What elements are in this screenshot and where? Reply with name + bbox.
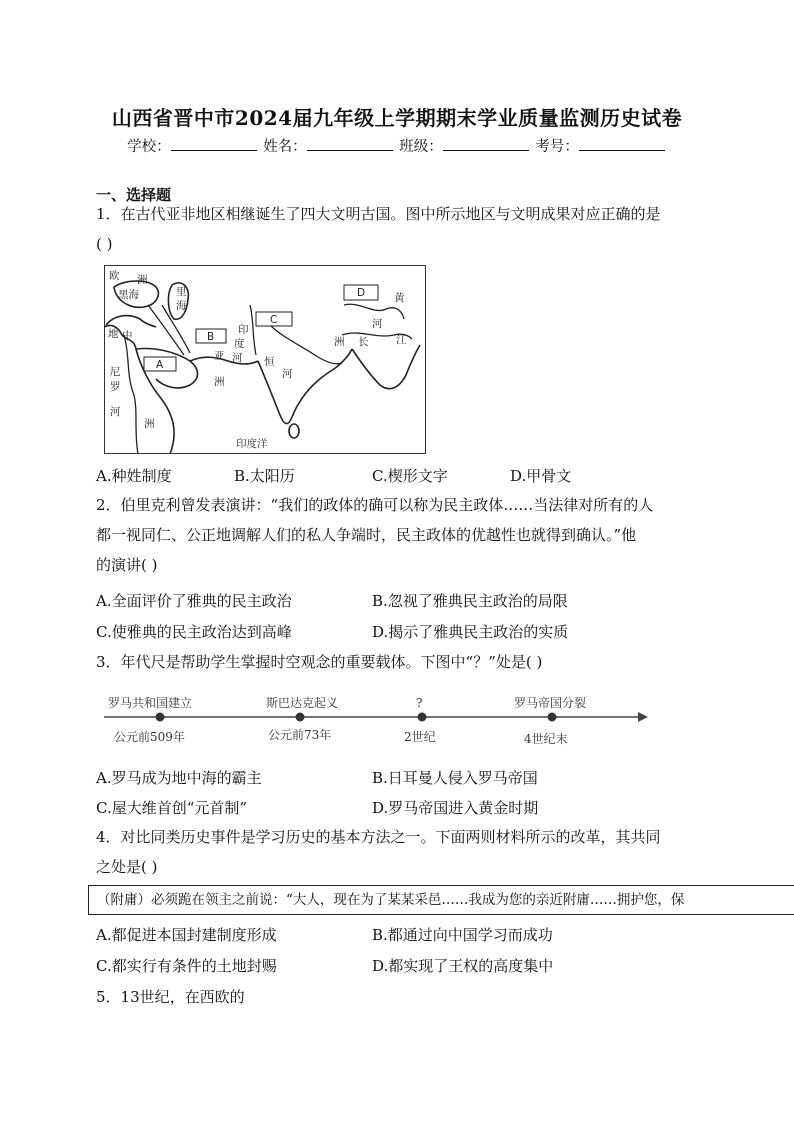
- map-label-indus-3: 河: [232, 352, 243, 364]
- timeline-date-4: 4世纪末: [524, 732, 568, 746]
- question-2: [96, 490, 706, 580]
- map-label-d: D: [357, 287, 366, 299]
- question-4: [96, 822, 706, 882]
- map-label-med-1: 地: [108, 328, 119, 340]
- map-label-med-2: 中: [122, 330, 133, 342]
- map-label-yellow-2: 河: [372, 318, 383, 330]
- exam-no-blank[interactable]: [579, 136, 665, 151]
- map-label-caspian-1: 里: [176, 286, 187, 298]
- timeline-date-3: 2世纪: [404, 730, 436, 744]
- school-label: 学校：: [127, 139, 171, 155]
- question-1-line2: ( ): [96, 235, 113, 253]
- q2-option-c[interactable]: C.使雅典的民主政治达到高峰: [96, 623, 292, 641]
- map-label-caspian-2: 海: [176, 300, 187, 312]
- map-label-yangtze-1: 长: [358, 336, 369, 348]
- timeline-event-1: 罗马共和国建立: [108, 696, 193, 710]
- map-label-asia-1: 亚: [214, 350, 225, 362]
- q2-option-b[interactable]: B.忽视了雅典民主政治的局限: [372, 592, 568, 610]
- q4-material-excerpt: （附庸）必须跪在领主之前说：“大人，现在为了某某采邑……我成为您的亲近附庸……拥护您，保: [88, 885, 794, 915]
- q1-option-a[interactable]: A.种姓制度: [96, 467, 172, 485]
- question-4-line2: 之处是( ): [96, 858, 158, 876]
- roman-timeline: [100, 683, 648, 753]
- map-label-yangtze-2: 江: [396, 334, 407, 346]
- map-label-indus-1: 印: [238, 324, 249, 336]
- map-label-nile-1: 尼: [110, 366, 121, 378]
- q1-option-c[interactable]: C.楔形文字: [372, 467, 448, 485]
- section-title: 一、选择题: [96, 186, 172, 204]
- map-label-indus-2: 度: [234, 338, 245, 350]
- map-label-europe-1: 欧: [109, 270, 120, 282]
- map-label-a: A: [156, 359, 164, 371]
- name-blank[interactable]: [307, 136, 393, 151]
- timeline-event-2: 斯巴达克起义: [266, 696, 339, 710]
- map-label-africa: 洲: [144, 418, 155, 430]
- exam-title: 山西省晋中市2024届九年级上学期期末学业质量监测历史试卷: [111, 106, 683, 130]
- timeline-date-1: 公元前509年: [114, 730, 185, 744]
- timeline-event-4: 罗马帝国分裂: [514, 696, 587, 710]
- question-3: [96, 647, 706, 677]
- map-label-yellow-1: 黄: [394, 292, 405, 304]
- q2-option-d[interactable]: D.揭示了雅典民主政治的实质: [372, 623, 569, 641]
- q4-option-a[interactable]: A.都促进本国封建制度形成: [96, 926, 277, 944]
- map-label-b: B: [207, 331, 215, 343]
- question-2-line2: 都一视同仁、公正地调解人们的私人争端时，民主政体的优越性也就得到确认。”他: [96, 526, 637, 544]
- map-label-c: C: [270, 314, 278, 326]
- class-blank[interactable]: [443, 136, 529, 151]
- map-label-asia-2: 洲: [214, 376, 225, 388]
- ancient-civilizations-map: [104, 265, 426, 454]
- question-4-line1: 4．对比同类历史事件是学习历史的基本方法之一。下面两则材料所示的改革，其共同: [96, 828, 661, 846]
- timeline-date-2: 公元前73年: [268, 728, 332, 742]
- map-label-ganges-1: 恒: [264, 356, 275, 368]
- name-label: 姓名：: [263, 139, 307, 155]
- class-label: 班级：: [399, 139, 443, 155]
- q4-option-c[interactable]: C.都实行有条件的土地封赐: [96, 957, 277, 975]
- map-label-europe-2: 洲: [137, 274, 148, 286]
- q3-option-c[interactable]: C.屋大维首创“元首制”: [96, 799, 248, 817]
- q3-option-a[interactable]: A.罗马成为地中海的霸主: [96, 769, 262, 787]
- question-2-line3: 的演讲( ): [96, 556, 158, 574]
- q3-option-d[interactable]: D.罗马帝国进入黄金时期: [372, 799, 539, 817]
- map-label-indian-ocean: 印度洋: [236, 438, 268, 450]
- school-blank[interactable]: [171, 136, 257, 151]
- question-5: [96, 982, 706, 1012]
- map-label-nile-3: 河: [110, 406, 121, 418]
- exam-no-label: 考号：: [535, 139, 579, 155]
- student-info-line: [0, 135, 794, 156]
- question-2-line1: 2．伯里克利曾发表演讲：“我们的政体的确可以称为民主政体……当法律对所有的人: [96, 496, 654, 514]
- question-5-line1: 5．13世纪，在西欧的: [96, 988, 245, 1006]
- q1-option-b[interactable]: B.太阳历: [234, 467, 295, 485]
- question-1: [96, 199, 706, 259]
- timeline-event-3: ?: [416, 696, 423, 710]
- map-label-nile-2: 罗: [110, 381, 121, 393]
- q4-option-b[interactable]: B.都通过向中国学习而成功: [372, 926, 553, 944]
- q4-option-d[interactable]: D.都实现了王权的高度集中: [372, 957, 554, 975]
- map-label-ganges-2: 河: [282, 368, 293, 380]
- q2-option-a[interactable]: A.全面评价了雅典的民主政治: [96, 592, 292, 610]
- question-1-line1: 1．在古代亚非地区相继诞生了四大文明古国。图中所示地区与文明成果对应正确的是: [96, 205, 661, 223]
- q3-option-b[interactable]: B.日耳曼人侵入罗马帝国: [372, 769, 538, 787]
- map-label-zhou: 洲: [334, 336, 345, 348]
- q1-option-d[interactable]: D.甲骨文: [510, 467, 572, 485]
- map-label-black-sea: 黑海: [118, 289, 139, 301]
- question-3-line1: 3．年代尺是帮助学生掌握时空观念的重要载体。下图中“？”处是( ): [96, 653, 543, 671]
